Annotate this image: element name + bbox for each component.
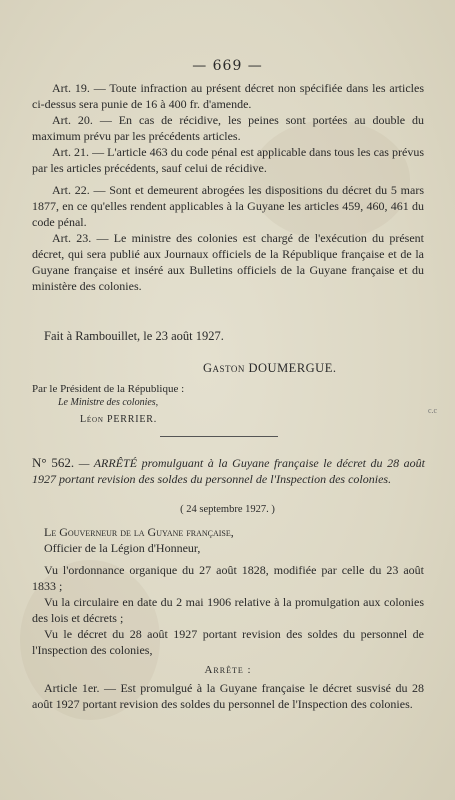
arrete-heading xyxy=(32,455,425,487)
article-label: Art. 22. xyxy=(52,183,90,197)
article-23 xyxy=(32,230,424,294)
minister-title: Le Ministre des colonies, xyxy=(58,397,159,408)
vu-circulaire: Vu la circulaire en date du 2 mai 1906 relative à la promulgation aux colonies des lois et décrets ; xyxy=(32,595,424,625)
article-label: Art. 20. xyxy=(52,113,93,127)
articles-block xyxy=(32,80,424,294)
article-text: — L'article 463 du code pénal est applicable dans tous les cas prévus par les articles précédents, sauf celui de récidive. xyxy=(32,145,425,175)
officer-line: Officier de la Légion d'Honneur, xyxy=(44,541,201,555)
article-label: Art. 19. xyxy=(52,81,90,95)
article-text: — En cas de récidive, les peines sont portées au double du maximum prévu par les précédents articles. xyxy=(32,113,425,143)
article-22 xyxy=(32,182,424,230)
margin-mark: c.c xyxy=(428,406,438,415)
minister-name: Léon PERRIER. xyxy=(80,414,158,425)
arrete-title: — ARRÊTÉ promulguant à la Guyane française le décret du 28 août 1927 portant revision des soldes du personnel de l'Inspection des colonies. xyxy=(32,456,426,486)
article-text: — Le ministre des colonies est chargé de l'exécution du présent décret, qui sera publié aux Journaux officiels de la République française et de la Guyane française et inséré aux Bulletins officiels de la Guyane française et du ministère des colonies. xyxy=(32,231,424,293)
article-20 xyxy=(32,112,424,144)
arrete-number: N° 562. xyxy=(32,455,75,470)
article-text: — Toute infraction au présent décret non spécifiée dans les articles ci-dessus sera punie de 16 à 400 fr. d'amende. xyxy=(32,81,425,111)
arrete-word: Arrête : xyxy=(204,664,252,676)
fait-line: Fait à Rambouillet, le 23 août 1927. xyxy=(44,329,224,343)
governor-line: Le Gouverneur de la Guyane française, xyxy=(44,525,234,539)
article-1: Article 1er. — Est promulgué à la Guyane française le décret susvisé du 28 août 1927 portant revision des soldes du personnel de l'Inspection des colonies. xyxy=(32,681,424,711)
arrete-date: ( 24 septembre 1927. ) xyxy=(180,504,275,515)
vu-ordonnance: Vu l'ordonnance organique du 27 août 1828, modifiée par celle du 23 août 1833 ; xyxy=(32,563,424,593)
article-text: — Sont et demeurent abrogées les dispositions du décret du 5 mars 1877, en ce qu'elles rendent applicables à la Guyane les articles 459, 460, 461 du code pénal. xyxy=(32,183,425,229)
signer-name: Gaston DOUMERGUE. xyxy=(203,361,337,375)
page-number: — 669 — xyxy=(192,58,263,74)
section-divider xyxy=(160,436,278,437)
article-21 xyxy=(32,144,424,176)
article-label: Art. 21. xyxy=(52,145,90,159)
arrete-body xyxy=(32,524,424,712)
article-label: Art. 23. xyxy=(52,231,92,245)
vu-decret: Vu le décret du 28 août 1927 portant revision des soldes du personnel de l'Inspection des colonies, xyxy=(32,627,424,657)
par-le-president: Par le Président de la République : xyxy=(32,383,185,395)
article-19 xyxy=(32,80,424,112)
